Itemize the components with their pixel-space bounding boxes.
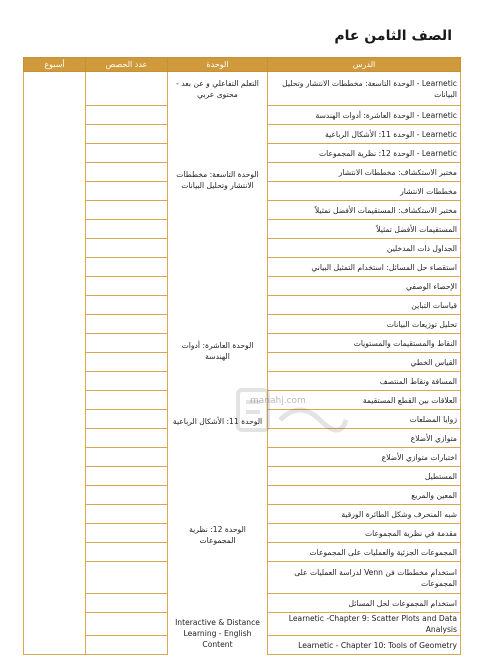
lesson-cell: استخدام المجموعات لحل المسائل (268, 594, 461, 613)
lesson-cell: المستقيمات الأفضل تمثيلاً (268, 220, 461, 239)
periods-cell[interactable] (86, 410, 168, 429)
header-unit: الوحدة (168, 58, 268, 72)
periods-cell[interactable] (86, 182, 168, 201)
watermark-text: manahj.com (250, 396, 306, 406)
periods-cell[interactable] (86, 72, 168, 106)
periods-cell[interactable] (86, 448, 168, 467)
periods-cell[interactable] (86, 505, 168, 524)
periods-cell[interactable] (86, 125, 168, 144)
lesson-cell: قياسات التباين (268, 296, 461, 315)
periods-cell[interactable] (86, 467, 168, 486)
periods-cell[interactable] (86, 524, 168, 543)
lesson-cell: Learnetic - Chapter 10: Tools of Geometry (268, 636, 461, 655)
week-cell[interactable] (24, 72, 86, 655)
lesson-cell: شبه المنحرف وشكل الطائرة الورقية (268, 505, 461, 524)
table-row (24, 334, 461, 353)
periods-cell[interactable] (86, 296, 168, 315)
table-row (24, 613, 461, 636)
lesson-cell: الإحصاء الوصفي (268, 277, 461, 296)
periods-cell[interactable] (86, 486, 168, 505)
periods-cell[interactable] (86, 429, 168, 448)
unit-cell: Interactive & Distance Learning - English Content (168, 613, 268, 655)
lesson-cell: Learnetic - الوحدة التاسعة: مخططات الانتشار وتحليل البيانات (268, 72, 461, 106)
unit-cell: الوحدة التاسعة: مخططات الانتشار وتحليل البيانات (168, 163, 268, 334)
lesson-cell: المجموعات الجزئية والعمليات على المجموعات (268, 543, 461, 562)
lesson-cell: الجداول ذات المدخلين (268, 239, 461, 258)
header-periods: عدد الحصص (86, 58, 168, 72)
lesson-cell: زوايا المضلعات (268, 410, 461, 429)
header-lesson: الدرس (268, 58, 461, 72)
lesson-cell: مقدمة في نظرية المجموعات (268, 524, 461, 543)
lesson-cell: اختبارات متوازي الأضلاع (268, 448, 461, 467)
periods-cell[interactable] (86, 163, 168, 182)
curriculum-table (23, 57, 461, 655)
periods-cell[interactable] (86, 334, 168, 353)
periods-cell[interactable] (86, 144, 168, 163)
lesson-cell: مختبر الاستكشاف: مخططات الانتشار (268, 163, 461, 182)
periods-cell[interactable] (86, 201, 168, 220)
periods-cell[interactable] (86, 636, 168, 655)
page-title: الصف الثامن عام (334, 28, 452, 44)
unit-cell: الوحدة 11: الأشكال الرباعية (168, 410, 268, 524)
lesson-cell: مخططات الانتشار (268, 182, 461, 201)
periods-cell[interactable] (86, 277, 168, 296)
lesson-cell: القياس الخطي (268, 353, 461, 372)
lesson-cell: المسافة ونقاط المنتصف (268, 372, 461, 391)
lesson-cell: العلاقات بين القطع المستقيمة (268, 391, 461, 410)
periods-cell[interactable] (86, 315, 168, 334)
periods-cell[interactable] (86, 594, 168, 613)
lesson-cell: متوازي الأضلاع (268, 429, 461, 448)
unit-cell: التعلم التفاعلي و عن بعد - محتوى عربي (168, 72, 268, 163)
table-row (24, 410, 461, 429)
lesson-cell: النقاط والمستقيمات والمستويات (268, 334, 461, 353)
periods-cell[interactable] (86, 239, 168, 258)
lesson-cell: استقصاء حل المسائل: استخدام التمثيل البياني (268, 258, 461, 277)
table-row (24, 163, 461, 182)
periods-cell[interactable] (86, 220, 168, 239)
lesson-cell: المستطيل (268, 467, 461, 486)
unit-cell: الوحدة 12: نظرية المجموعات (168, 524, 268, 613)
lesson-cell: استخدام مخططات فن Venn لدراسة العمليات على المجموعات (268, 562, 461, 594)
table-row (24, 72, 461, 106)
periods-cell[interactable] (86, 562, 168, 594)
periods-cell[interactable] (86, 391, 168, 410)
periods-cell[interactable] (86, 613, 168, 636)
lesson-cell: Learnetic -Chapter 9: Scatter Plots and Data Analysis (268, 613, 461, 636)
lesson-cell: Learnetic - الوحدة العاشرة: أدوات الهندسة (268, 106, 461, 125)
lesson-cell: المعين والمربع (268, 486, 461, 505)
periods-cell[interactable] (86, 106, 168, 125)
lesson-cell: تحليل توزيعات البيانات (268, 315, 461, 334)
periods-cell[interactable] (86, 258, 168, 277)
unit-cell: الوحدة العاشرة: أدوات الهندسة (168, 334, 268, 410)
periods-cell[interactable] (86, 543, 168, 562)
table-row (24, 524, 461, 543)
lesson-cell: Learnetic - الوحدة 12: نظرية المجموعات (268, 144, 461, 163)
header-row (24, 58, 461, 72)
lesson-cell: Learnetic - الوحدة 11: الأشكال الرباعية (268, 125, 461, 144)
periods-cell[interactable] (86, 372, 168, 391)
periods-cell[interactable] (86, 353, 168, 372)
header-week: أسبوع (24, 58, 86, 72)
lesson-cell: مختبر الاستكشاف: المستقيمات الأفضل تمثيلاً (268, 201, 461, 220)
